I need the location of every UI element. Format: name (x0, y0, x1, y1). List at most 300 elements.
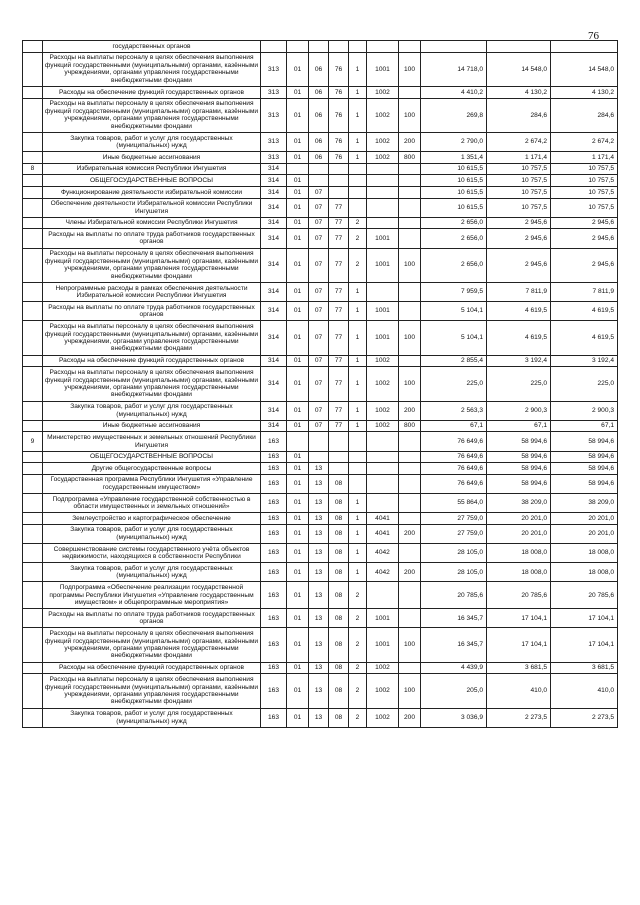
amount-year2-cell: 225,0 (487, 367, 551, 401)
amount-year2-cell (487, 41, 551, 53)
section-code-cell (287, 432, 309, 451)
amount-year3-cell: 18 008,0 (551, 563, 618, 582)
program-code-cell: 08 (329, 524, 349, 543)
amount-year3-cell: 10 757,5 (551, 175, 618, 187)
amount-year2-cell: 2 674,2 (487, 132, 551, 151)
table-row (23, 282, 618, 301)
expense-type-cell: 200 (399, 132, 421, 151)
subsection-code-cell: 13 (309, 708, 329, 727)
subsection-code-cell: 13 (309, 674, 329, 708)
amount-year2-cell: 10 757,5 (487, 198, 551, 217)
amount-year3-cell: 58 994,6 (551, 474, 618, 493)
item-name-cell: Иные бюджетные ассигнования (43, 152, 261, 164)
section-code-cell (287, 41, 309, 53)
department-code-cell: 163 (261, 524, 287, 543)
expense-type-cell (399, 86, 421, 98)
section-code-cell: 01 (287, 321, 309, 355)
amount-year2-cell: 4 130,2 (487, 86, 551, 98)
table-row (23, 628, 618, 662)
section-code-cell: 01 (287, 513, 309, 525)
table-row (23, 432, 618, 451)
amount-year2-cell: 58 994,6 (487, 463, 551, 475)
program-code-cell (329, 186, 349, 198)
item-name-cell: Обеспечение деятельности Избирательной комиссии Республики Ингушетия (43, 198, 261, 217)
direction-code-cell: 1002 (367, 132, 399, 151)
department-code-cell: 163 (261, 474, 287, 493)
subsection-code-cell: 13 (309, 543, 329, 562)
direction-code-cell (367, 217, 399, 229)
amount-year3-cell: 14 548,0 (551, 52, 618, 86)
expense-type-cell (399, 41, 421, 53)
department-code-cell: 314 (261, 217, 287, 229)
subsection-code-cell: 06 (309, 152, 329, 164)
amount-year2-cell: 10 757,5 (487, 175, 551, 187)
direction-code-cell: 1002 (367, 420, 399, 432)
program-code-cell: 08 (329, 674, 349, 708)
amount-year2-cell: 58 994,6 (487, 451, 551, 463)
amount-year3-cell: 20 201,0 (551, 524, 618, 543)
subsection-code-cell: 07 (309, 248, 329, 282)
department-code-cell: 163 (261, 451, 287, 463)
department-code-cell: 163 (261, 708, 287, 727)
amount-year2-cell: 20 201,0 (487, 524, 551, 543)
amount-year1-cell: 7 959,5 (421, 282, 487, 301)
amount-year3-cell: 17 104,1 (551, 628, 618, 662)
amount-year3-cell: 58 994,6 (551, 451, 618, 463)
row-number-cell (23, 609, 43, 628)
item-name-cell: Расходы на выплаты по оплате труда работников государственных органов (43, 229, 261, 248)
subsection-code-cell (309, 432, 329, 451)
direction-code-cell (367, 163, 399, 175)
table-row (23, 524, 618, 543)
subprogram-code-cell: 1 (349, 86, 367, 98)
subsection-code-cell (309, 163, 329, 175)
program-code-cell: 76 (329, 152, 349, 164)
expense-type-cell (399, 217, 421, 229)
budget-table-body (23, 41, 618, 728)
row-number-cell (23, 282, 43, 301)
subsection-code-cell: 13 (309, 493, 329, 512)
amount-year1-cell: 27 759,0 (421, 524, 487, 543)
section-code-cell: 01 (287, 451, 309, 463)
table-row (23, 186, 618, 198)
section-code-cell (287, 163, 309, 175)
section-code-cell: 01 (287, 420, 309, 432)
item-name-cell: Расходы на выплаты персоналу в целях обеспечения выполнения функций государственными (муниципальными) органами, казёнными учреждениями, органами управления государственными внебюджетными фондами (43, 367, 261, 401)
table-row (23, 451, 618, 463)
expense-type-cell: 200 (399, 708, 421, 727)
amount-year1-cell (421, 41, 487, 53)
amount-year1-cell: 205,0 (421, 674, 487, 708)
expense-type-cell: 100 (399, 674, 421, 708)
amount-year3-cell: 10 757,5 (551, 163, 618, 175)
row-number-cell (23, 217, 43, 229)
amount-year1-cell: 2 656,0 (421, 217, 487, 229)
amount-year3-cell: 20 201,0 (551, 513, 618, 525)
section-code-cell: 01 (287, 229, 309, 248)
amount-year1-cell: 67,1 (421, 420, 487, 432)
amount-year1-cell: 16 345,7 (421, 609, 487, 628)
amount-year3-cell (551, 41, 618, 53)
table-row (23, 582, 618, 609)
program-code-cell (329, 451, 349, 463)
direction-code-cell (367, 451, 399, 463)
row-number-cell (23, 493, 43, 512)
program-code-cell: 76 (329, 98, 349, 132)
row-number-cell (23, 132, 43, 151)
item-name-cell: Закупка товаров, работ и услуг для государственных (муниципальных) нужд (43, 524, 261, 543)
amount-year3-cell: 17 104,1 (551, 609, 618, 628)
direction-code-cell (367, 493, 399, 512)
subprogram-code-cell (349, 198, 367, 217)
program-code-cell: 77 (329, 321, 349, 355)
amount-year1-cell: 5 104,1 (421, 321, 487, 355)
program-code-cell: 08 (329, 708, 349, 727)
expense-type-cell (399, 282, 421, 301)
row-number-cell (23, 582, 43, 609)
item-name-cell: Расходы на выплаты персоналу в целях обеспечения выполнения функций государственными (муниципальными) органами, казёнными учреждениями, органами управления государственными внебюджетными фондами (43, 248, 261, 282)
amount-year3-cell: 225,0 (551, 367, 618, 401)
page-number: 76 (588, 30, 599, 42)
subprogram-code-cell: 2 (349, 582, 367, 609)
amount-year1-cell: 76 649,6 (421, 451, 487, 463)
expense-type-cell (399, 163, 421, 175)
table-row (23, 52, 618, 86)
subprogram-code-cell: 1 (349, 524, 367, 543)
subprogram-code-cell: 1 (349, 355, 367, 367)
amount-year1-cell: 20 785,6 (421, 582, 487, 609)
department-code-cell: 163 (261, 513, 287, 525)
expense-type-cell: 800 (399, 152, 421, 164)
program-code-cell: 77 (329, 401, 349, 420)
section-code-cell: 01 (287, 582, 309, 609)
table-row (23, 463, 618, 475)
expense-type-cell (399, 451, 421, 463)
expense-type-cell: 100 (399, 321, 421, 355)
program-code-cell: 76 (329, 52, 349, 86)
amount-year2-cell: 1 171,4 (487, 152, 551, 164)
section-code-cell: 01 (287, 543, 309, 562)
subprogram-code-cell: 1 (349, 401, 367, 420)
section-code-cell: 01 (287, 282, 309, 301)
section-code-cell: 01 (287, 52, 309, 86)
amount-year3-cell: 1 171,4 (551, 152, 618, 164)
subsection-code-cell: 07 (309, 302, 329, 321)
expense-type-cell (399, 432, 421, 451)
amount-year3-cell: 4 619,5 (551, 321, 618, 355)
row-number-cell (23, 152, 43, 164)
subprogram-code-cell: 1 (349, 282, 367, 301)
department-code-cell: 314 (261, 229, 287, 248)
department-code-cell: 313 (261, 52, 287, 86)
section-code-cell: 01 (287, 248, 309, 282)
table-row (23, 175, 618, 187)
amount-year2-cell: 3 681,5 (487, 662, 551, 674)
direction-code-cell: 4042 (367, 543, 399, 562)
department-code-cell: 314 (261, 248, 287, 282)
item-name-cell: Расходы на выплаты по оплате труда работников государственных органов (43, 302, 261, 321)
subprogram-code-cell: 2 (349, 229, 367, 248)
department-code-cell: 163 (261, 432, 287, 451)
row-number-cell (23, 98, 43, 132)
direction-code-cell: 1001 (367, 609, 399, 628)
department-code-cell: 313 (261, 86, 287, 98)
item-name-cell: Землеустройство и картографическое обеспечение (43, 513, 261, 525)
row-number-cell (23, 198, 43, 217)
subprogram-code-cell: 1 (349, 493, 367, 512)
section-code-cell: 01 (287, 662, 309, 674)
direction-code-cell (367, 282, 399, 301)
department-code-cell: 314 (261, 321, 287, 355)
item-name-cell: Расходы на обеспечение функций государственных органов (43, 86, 261, 98)
row-number-cell (23, 175, 43, 187)
subsection-code-cell: 07 (309, 420, 329, 432)
expense-type-cell (399, 463, 421, 475)
subprogram-code-cell: 1 (349, 420, 367, 432)
row-number-cell (23, 401, 43, 420)
row-number-cell (23, 367, 43, 401)
subsection-code-cell: 07 (309, 217, 329, 229)
direction-code-cell: 4041 (367, 524, 399, 543)
item-name-cell: Другие общегосударственные вопросы (43, 463, 261, 475)
row-number-cell (23, 86, 43, 98)
direction-code-cell: 1002 (367, 708, 399, 727)
amount-year2-cell: 2 945,6 (487, 217, 551, 229)
expense-type-cell: 200 (399, 563, 421, 582)
amount-year3-cell: 284,6 (551, 98, 618, 132)
amount-year2-cell: 10 757,5 (487, 186, 551, 198)
section-code-cell: 01 (287, 355, 309, 367)
row-number-cell (23, 662, 43, 674)
table-row (23, 132, 618, 151)
subprogram-code-cell: 2 (349, 609, 367, 628)
direction-code-cell (367, 198, 399, 217)
direction-code-cell (367, 582, 399, 609)
amount-year2-cell: 17 104,1 (487, 609, 551, 628)
expense-type-cell: 100 (399, 248, 421, 282)
row-number-cell: 9 (23, 432, 43, 451)
subsection-code-cell (309, 451, 329, 463)
expense-type-cell: 200 (399, 401, 421, 420)
item-name-cell: Функционирование деятельности избирательной комиссии (43, 186, 261, 198)
direction-code-cell: 1002 (367, 674, 399, 708)
expense-type-cell (399, 302, 421, 321)
row-number-cell (23, 355, 43, 367)
amount-year1-cell: 27 759,0 (421, 513, 487, 525)
program-code-cell: 77 (329, 367, 349, 401)
amount-year3-cell: 10 757,5 (551, 186, 618, 198)
item-name-cell: Расходы на обеспечение функций государственных органов (43, 662, 261, 674)
subprogram-code-cell: 2 (349, 628, 367, 662)
table-row (23, 543, 618, 562)
subprogram-code-cell: 1 (349, 98, 367, 132)
table-row (23, 420, 618, 432)
row-number-cell (23, 563, 43, 582)
department-code-cell: 163 (261, 609, 287, 628)
amount-year1-cell: 269,8 (421, 98, 487, 132)
subprogram-code-cell: 2 (349, 674, 367, 708)
table-row (23, 198, 618, 217)
amount-year2-cell: 4 619,5 (487, 321, 551, 355)
subprogram-code-cell: 1 (349, 302, 367, 321)
direction-code-cell: 1002 (367, 401, 399, 420)
item-name-cell: государственных органов (43, 41, 261, 53)
expense-type-cell (399, 186, 421, 198)
subsection-code-cell (309, 175, 329, 187)
amount-year3-cell: 2 945,6 (551, 217, 618, 229)
item-name-cell: Расходы на обеспечение функций государственных органов (43, 355, 261, 367)
department-code-cell (261, 41, 287, 53)
amount-year3-cell: 4 130,2 (551, 86, 618, 98)
amount-year1-cell: 2 790,0 (421, 132, 487, 151)
subsection-code-cell: 13 (309, 463, 329, 475)
table-row (23, 367, 618, 401)
subsection-code-cell: 07 (309, 282, 329, 301)
expense-type-cell (399, 229, 421, 248)
direction-code-cell: 1002 (367, 98, 399, 132)
direction-code-cell: 1001 (367, 321, 399, 355)
item-name-cell: Расходы на выплаты персоналу в целях обеспечения выполнения функций государственными (муниципальными) органами, казёнными учреждениями, органами управления государственными внебюджетными фондами (43, 674, 261, 708)
amount-year2-cell: 67,1 (487, 420, 551, 432)
amount-year1-cell: 76 649,6 (421, 474, 487, 493)
department-code-cell: 163 (261, 493, 287, 512)
table-row (23, 321, 618, 355)
direction-code-cell: 1001 (367, 628, 399, 662)
direction-code-cell (367, 474, 399, 493)
amount-year3-cell: 3 681,5 (551, 662, 618, 674)
expense-type-cell (399, 493, 421, 512)
row-number-cell (23, 41, 43, 53)
table-row (23, 86, 618, 98)
subprogram-code-cell (349, 163, 367, 175)
row-number-cell (23, 524, 43, 543)
subprogram-code-cell: 2 (349, 708, 367, 727)
subsection-code-cell: 06 (309, 52, 329, 86)
program-code-cell: 77 (329, 420, 349, 432)
amount-year3-cell: 10 757,5 (551, 198, 618, 217)
direction-code-cell: 4041 (367, 513, 399, 525)
subprogram-code-cell (349, 474, 367, 493)
department-code-cell: 163 (261, 674, 287, 708)
direction-code-cell: 1001 (367, 248, 399, 282)
amount-year1-cell: 10 615,5 (421, 175, 487, 187)
department-code-cell: 314 (261, 302, 287, 321)
section-code-cell: 01 (287, 132, 309, 151)
row-number-cell (23, 321, 43, 355)
program-code-cell: 77 (329, 217, 349, 229)
direction-code-cell: 4042 (367, 563, 399, 582)
program-code-cell: 77 (329, 355, 349, 367)
table-row (23, 229, 618, 248)
item-name-cell: Расходы на выплаты персоналу в целях обеспечения выполнения функций государственными (муниципальными) органами, казёнными учреждениями, органами управления государственными внебюджетными фондами (43, 52, 261, 86)
amount-year1-cell: 28 105,0 (421, 563, 487, 582)
amount-year2-cell: 14 548,0 (487, 52, 551, 86)
department-code-cell: 314 (261, 420, 287, 432)
amount-year3-cell: 410,0 (551, 674, 618, 708)
direction-code-cell: 1002 (367, 662, 399, 674)
subprogram-code-cell (349, 41, 367, 53)
expense-type-cell: 800 (399, 420, 421, 432)
amount-year3-cell: 2 945,6 (551, 248, 618, 282)
direction-code-cell (367, 175, 399, 187)
amount-year1-cell: 4 439,9 (421, 662, 487, 674)
section-code-cell: 01 (287, 524, 309, 543)
item-name-cell: Расходы на выплаты персоналу в целях обеспечения выполнения функций государственными (муниципальными) органами, казёнными учреждениями, органами управления государственными внебюджетными фондами (43, 628, 261, 662)
subsection-code-cell: 13 (309, 524, 329, 543)
amount-year1-cell: 2 656,0 (421, 229, 487, 248)
program-code-cell: 76 (329, 132, 349, 151)
amount-year1-cell: 1 351,4 (421, 152, 487, 164)
table-row (23, 563, 618, 582)
department-code-cell: 314 (261, 198, 287, 217)
subprogram-code-cell: 2 (349, 662, 367, 674)
section-code-cell: 01 (287, 628, 309, 662)
item-name-cell: Члены Избирательной комиссии Республики Ингушетия (43, 217, 261, 229)
amount-year3-cell: 2 900,3 (551, 401, 618, 420)
table-row (23, 163, 618, 175)
amount-year1-cell: 76 649,6 (421, 463, 487, 475)
amount-year3-cell: 20 785,6 (551, 582, 618, 609)
section-code-cell: 01 (287, 474, 309, 493)
direction-code-cell (367, 463, 399, 475)
program-code-cell (329, 41, 349, 53)
table-row (23, 401, 618, 420)
department-code-cell: 163 (261, 582, 287, 609)
item-name-cell: Закупка товаров, работ и услуг для государственных (муниципальных) нужд (43, 401, 261, 420)
department-code-cell: 163 (261, 563, 287, 582)
department-code-cell: 314 (261, 282, 287, 301)
subsection-code-cell: 06 (309, 132, 329, 151)
subsection-code-cell: 07 (309, 321, 329, 355)
section-code-cell: 01 (287, 367, 309, 401)
department-code-cell: 314 (261, 186, 287, 198)
row-number-cell (23, 420, 43, 432)
subprogram-code-cell: 1 (349, 52, 367, 86)
item-name-cell: Закупка товаров, работ и услуг для государственных (муниципальных) нужд (43, 563, 261, 582)
amount-year3-cell: 2 273,5 (551, 708, 618, 727)
program-code-cell (329, 432, 349, 451)
amount-year2-cell: 38 209,0 (487, 493, 551, 512)
amount-year2-cell: 2 273,5 (487, 708, 551, 727)
section-code-cell: 01 (287, 493, 309, 512)
table-row (23, 513, 618, 525)
subsection-code-cell: 07 (309, 355, 329, 367)
table-row (23, 474, 618, 493)
expense-type-cell (399, 474, 421, 493)
section-code-cell: 01 (287, 609, 309, 628)
amount-year3-cell: 38 209,0 (551, 493, 618, 512)
expense-type-cell (399, 543, 421, 562)
table-row (23, 708, 618, 727)
section-code-cell: 01 (287, 674, 309, 708)
item-name-cell: Иные бюджетные ассигнования (43, 420, 261, 432)
section-code-cell: 01 (287, 302, 309, 321)
subsection-code-cell: 07 (309, 401, 329, 420)
amount-year2-cell: 18 008,0 (487, 543, 551, 562)
subprogram-code-cell: 2 (349, 217, 367, 229)
direction-code-cell: 1001 (367, 229, 399, 248)
amount-year1-cell: 225,0 (421, 367, 487, 401)
table-row (23, 152, 618, 164)
amount-year1-cell: 16 345,7 (421, 628, 487, 662)
program-code-cell: 08 (329, 563, 349, 582)
program-code-cell: 77 (329, 248, 349, 282)
amount-year2-cell: 410,0 (487, 674, 551, 708)
item-name-cell: Непрограммные расходы в рамках обеспечения деятельности Избирательной комиссии Республики Ингушетия (43, 282, 261, 301)
subprogram-code-cell (349, 432, 367, 451)
department-code-cell: 314 (261, 163, 287, 175)
subsection-code-cell: 13 (309, 628, 329, 662)
